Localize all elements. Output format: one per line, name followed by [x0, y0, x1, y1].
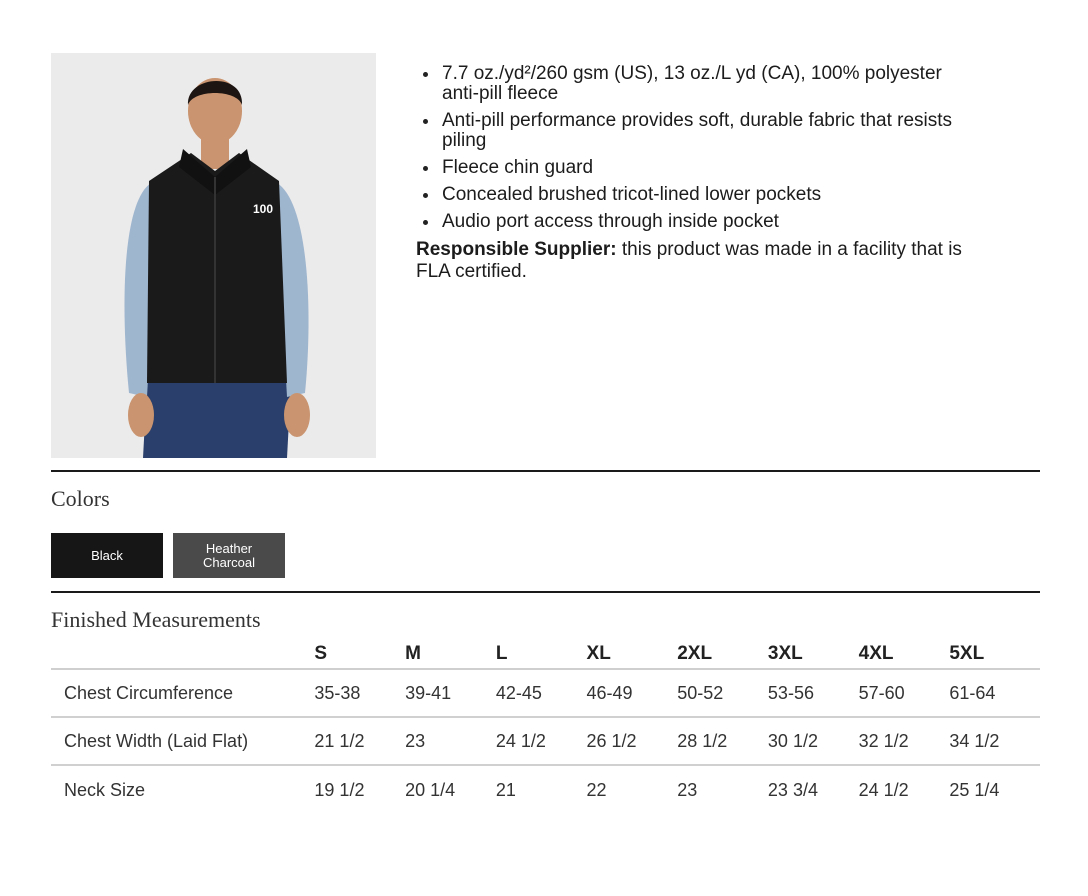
feature-list	[416, 64, 976, 283]
table-cell: 25 1/4	[949, 779, 1000, 800]
supplier-label: Responsible Supplier:	[416, 239, 617, 260]
table-row	[51, 670, 1040, 718]
table-cell: 34 1/2	[949, 730, 1000, 751]
size-header: XL	[586, 643, 611, 664]
size-header: 3XL	[767, 643, 803, 664]
table-cell: 23	[405, 730, 426, 751]
table-cell: 42-45	[495, 682, 542, 703]
table-cell: 22	[586, 779, 607, 800]
table-cell: 20 1/4	[405, 779, 456, 800]
divider	[51, 591, 1040, 593]
supplier-note	[416, 239, 976, 283]
table-cell: 50-52	[677, 682, 724, 703]
table-cell: 28 1/2	[677, 730, 728, 751]
svg-text:100: 100	[253, 202, 274, 216]
table-cell: 53-56	[767, 682, 814, 703]
table-cell: 21	[495, 779, 516, 800]
feature-item: 7.7 oz./yd²/260 gsm (US), 13 oz./L yd (CA), 100% polyester anti-pill fleece	[416, 64, 976, 104]
feature-item: Anti-pill performance provides soft, durable fabric that resists piling	[416, 111, 976, 151]
table-cell: 21 1/2	[314, 730, 365, 751]
color-swatch-black[interactable]	[51, 533, 163, 578]
measurements-title: Finished Measurements	[51, 607, 261, 632]
table-cell: 23 3/4	[767, 779, 818, 800]
table-cell: 35-38	[314, 682, 361, 703]
color-swatch-heather-charcoal[interactable]	[173, 533, 285, 578]
table-cell: 32 1/2	[858, 730, 909, 751]
table-cell: 57-60	[858, 682, 905, 703]
row-label: Chest Circumference	[64, 682, 234, 703]
table-cell: 30 1/2	[767, 730, 818, 751]
table-cell: 26 1/2	[586, 730, 637, 751]
size-header: S	[314, 643, 328, 664]
colors-title: Colors	[51, 486, 110, 511]
row-label: Neck Size	[64, 779, 146, 800]
size-header-row	[51, 640, 1040, 670]
table-cell: 24 1/2	[858, 779, 909, 800]
swatch-label: Heather Charcoal	[202, 540, 256, 570]
supplier-text: this product was made in a facility that is FLA certified.	[416, 239, 962, 282]
table-cell: 39-41	[405, 682, 452, 703]
divider	[51, 470, 1040, 472]
table-row	[51, 766, 1040, 814]
table-cell: 24 1/2	[495, 730, 546, 751]
feature-item: Fleece chin guard	[416, 158, 976, 178]
table-cell: 19 1/2	[314, 779, 365, 800]
table-cell: 23	[677, 779, 698, 800]
row-label: Chest Width (Laid Flat)	[64, 730, 249, 751]
size-header: 2XL	[677, 643, 713, 664]
product-image	[51, 53, 376, 458]
measurements-table	[51, 640, 1040, 814]
swatch-label: Black	[91, 547, 123, 563]
feature-item: Concealed brushed tricot-lined lower pockets	[416, 185, 976, 205]
feature-item: Audio port access through inside pocket	[416, 212, 976, 232]
table-cell: 46-49	[586, 682, 633, 703]
size-header: 4XL	[858, 643, 894, 664]
size-header: L	[495, 643, 508, 664]
size-header: M	[405, 643, 421, 664]
table-cell: 61-64	[949, 682, 996, 703]
table-row	[51, 718, 1040, 766]
size-header: 5XL	[949, 643, 985, 664]
